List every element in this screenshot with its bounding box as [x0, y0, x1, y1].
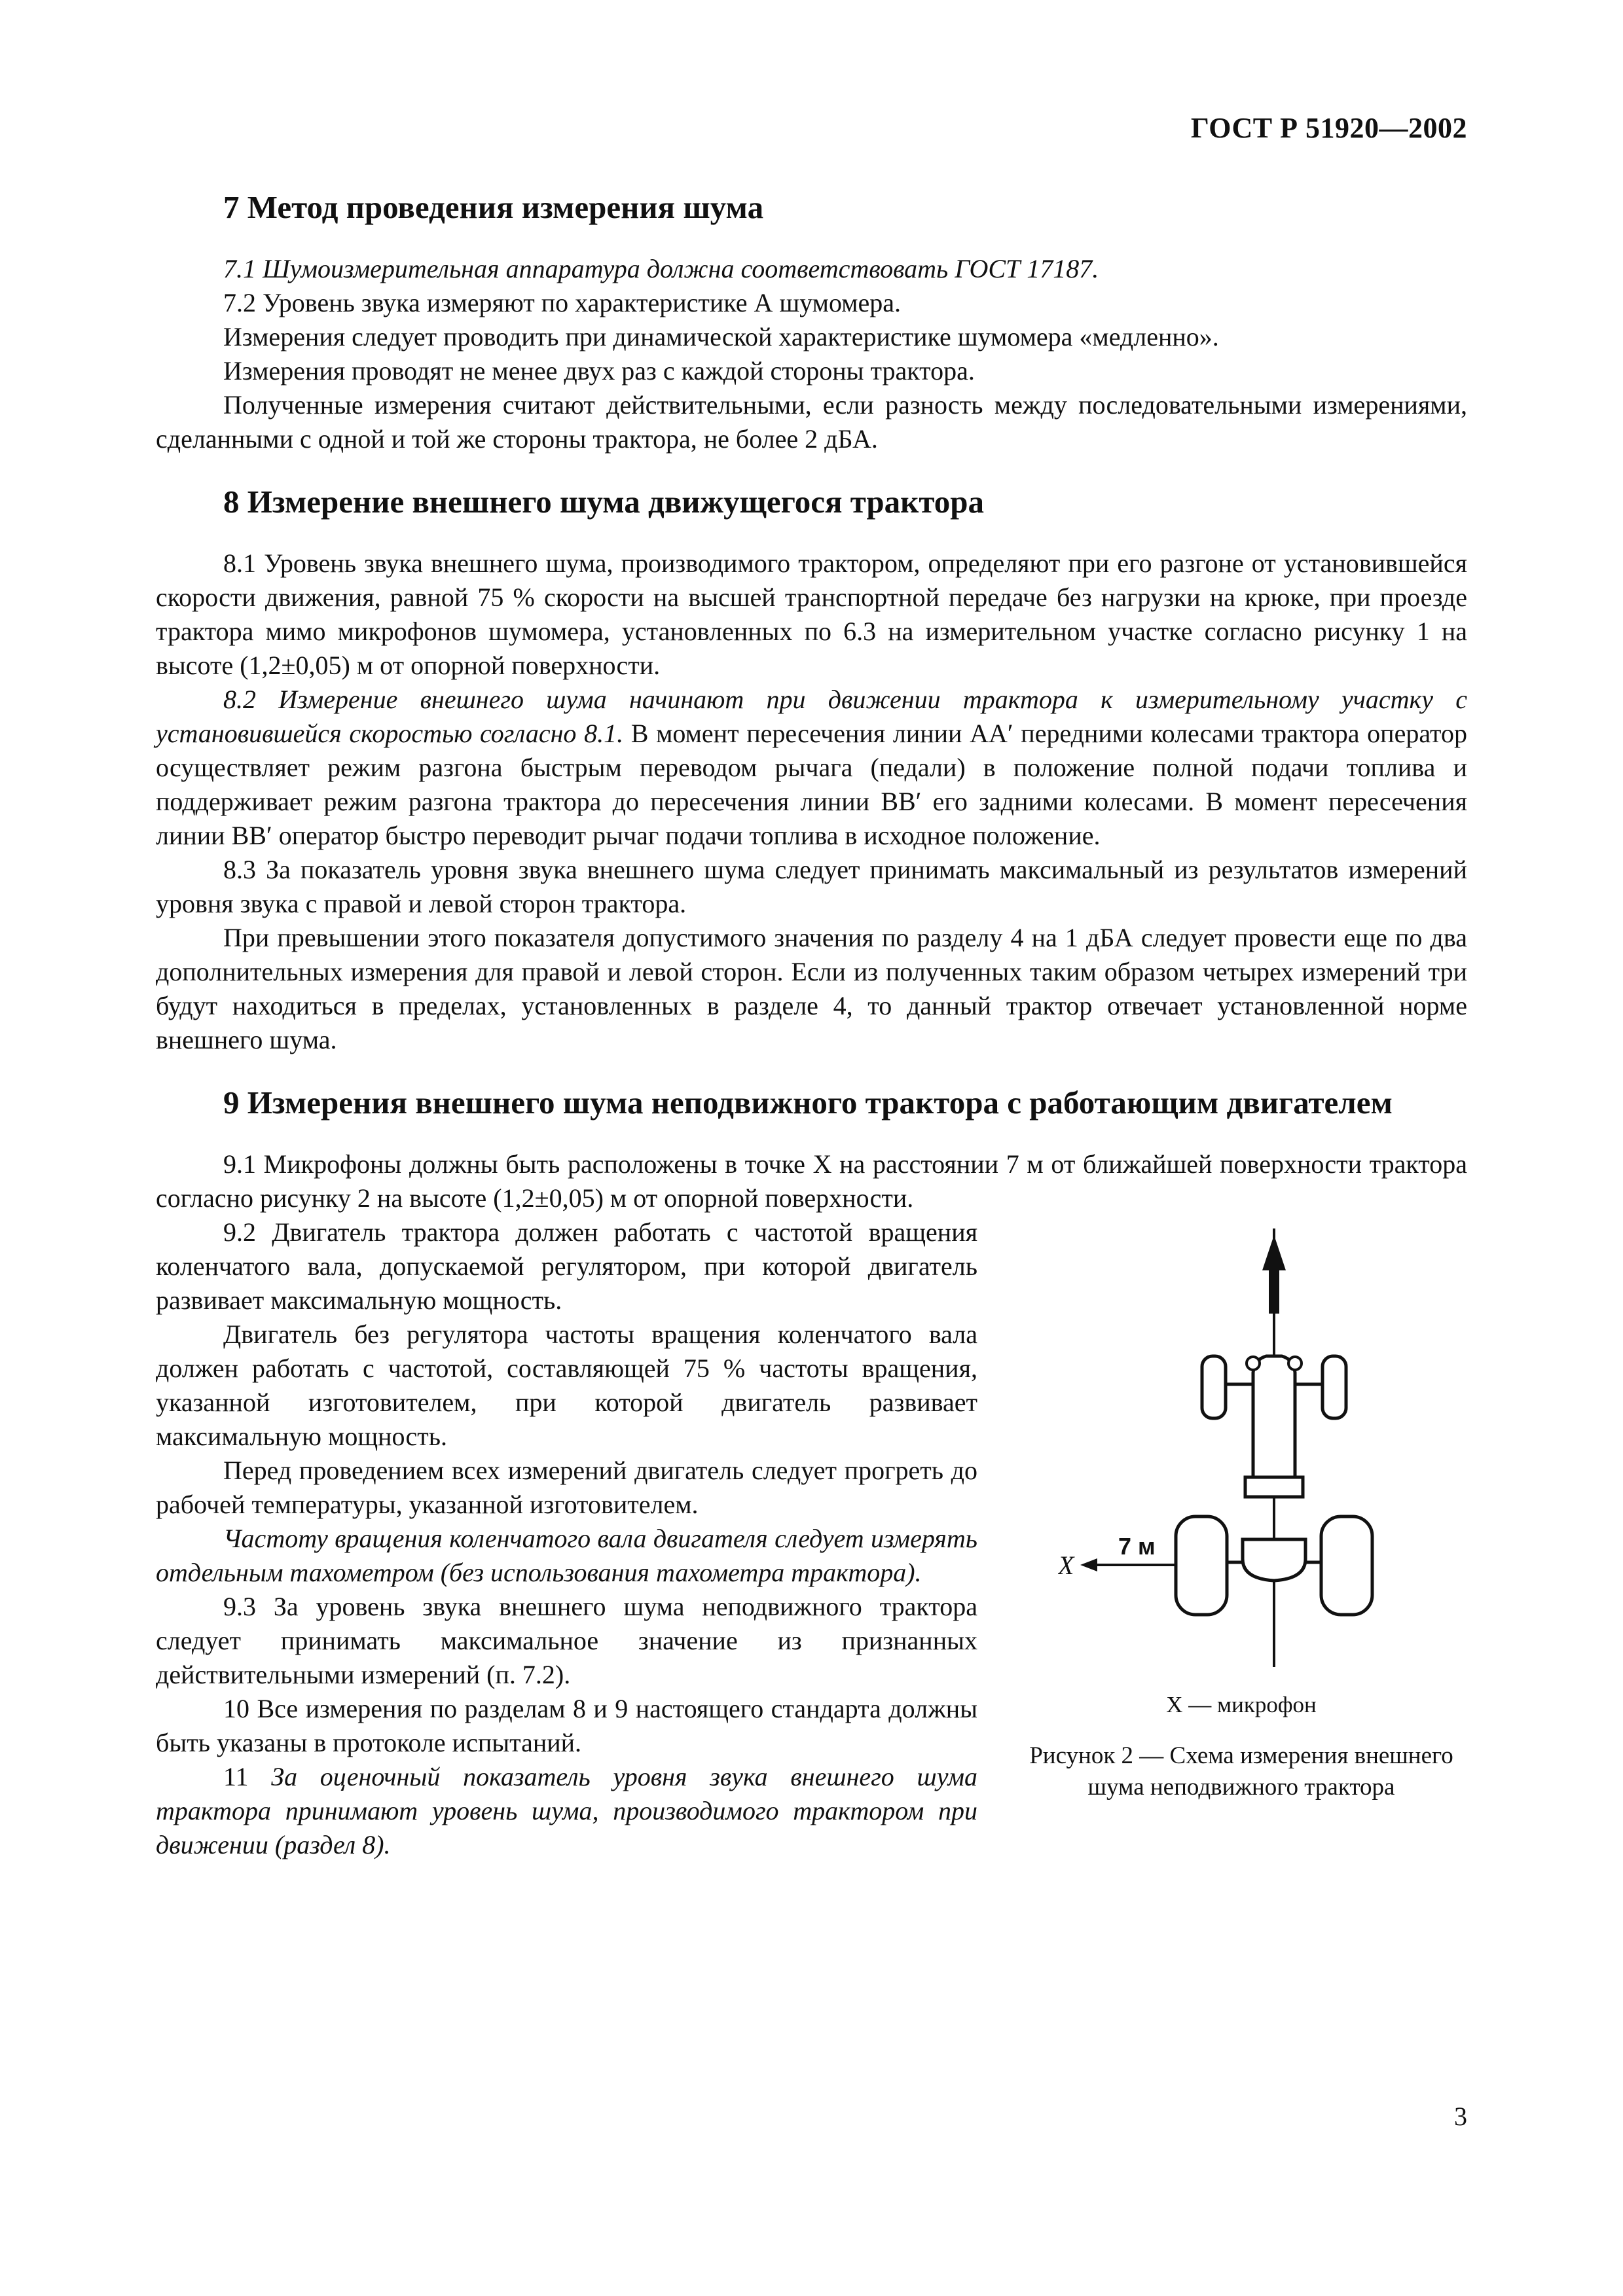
- section-7-p4: Измерения проводят не менее двух раз с каждой стороны трактора.: [223, 356, 975, 386]
- headlight-right: [1288, 1357, 1302, 1370]
- document-header: ГОСТ Р 51920—2002: [1190, 112, 1467, 144]
- section-8-title: 8 Измерение внешнего шума движущегося трактора: [223, 484, 985, 520]
- section-9-title: 9 Измерения внешнего шума неподвижного трактора с работающим двигателем: [223, 1085, 1393, 1121]
- rear-wheel-left: [1176, 1516, 1227, 1615]
- section-9-p1: 9.1 Микрофоны должны быть расположены в точке X на расстоянии 7 м от ближайшей поверхности трактора согласно рисунку 2 на высоте (1,2±0,05) м от опорной поверхности.: [156, 1149, 1467, 1213]
- section-9-p2: 9.2 Двигатель трактора должен работать с частотой вращения коленчатого вала, допускаемой регулятором, при которой двигатель развивает максимальную мощность.: [156, 1217, 977, 1315]
- front-wheel-right: [1322, 1356, 1346, 1418]
- section-7-title: 7 Метод проведения измерения шума: [223, 189, 764, 225]
- section-8-p1: 8.1 Уровень звука внешнего шума, производимого трактором, определяют при его разгоне от установившейся скорости движения, равной 75 % скорости на высшей транспортной передаче без нагрузки на крюке, при проезде трактора мимо микрофонов шумомера, установленных по 6.3 на измерительном участке согласно рисунку 1 на высоте (1,2±0,05) м от опорной поверхности.: [156, 548, 1467, 680]
- page-number: 3: [1454, 2102, 1467, 2131]
- section-11-italic: За оценочный показатель уровня звука внешнего шума трактора принимают уровень шума, производимого трактором при движении (раздел 8).: [156, 1762, 978, 1859]
- tractor-diagram: [1058, 1215, 1425, 1674]
- section-8-p2-rest: В момент пересечения линии АА′ передними колесами трактора оператор осуществляет режим разгона быстрым переводом рычага (педали) в положение полной подачи топлива и поддерживает режим разгона трактора до пересечения линии ВВ′ его задними колесами. В момент пересечения линии ВВ′ оператор быстро переводит рычаг подачи топлива в исходное положение.: [156, 719, 1467, 850]
- direction-arrow-head: [1262, 1235, 1286, 1270]
- distance-arrow-head: [1080, 1558, 1097, 1571]
- section-10-p: 10 Все измерения по разделам 8 и 9 настоящего стандарта должны быть указаны в протоколе испытаний.: [156, 1694, 977, 1757]
- headlight-left: [1247, 1357, 1260, 1370]
- section-8-p3: 8.3 За показатель уровня звука внешнего шума следует принимать максимальный из результатов измерений уровня звука с правой и левой сторон трактора.: [156, 855, 1467, 918]
- section-7-p3: Измерения следует проводить при динамической характеристике шумомера «медленно».: [223, 322, 1219, 351]
- tractor-diagram-svg: [1058, 1215, 1425, 1674]
- figure-2: [1015, 1215, 1467, 1862]
- section-7: [156, 187, 1467, 456]
- tractor-hood: [1253, 1356, 1295, 1477]
- section-9-p6: 9.3 За уровень звука внешнего шума неподвижного трактора следует принимать максимальное значение из признанных действительными измерений (п. 7.2).: [156, 1592, 977, 1689]
- section-7-p2: 7.2 Уровень звука измеряют по характеристике А шумомера.: [223, 288, 901, 317]
- section-9-text-column: [156, 1215, 977, 1862]
- section-8-p4: При превышении этого показателя допустимого значения по разделу 4 на 1 дБА следует провести еще по два дополнительных измерения для правой и левой сторон. Если из полученных таким образом четырех измерений три будут находиться в пределах, установленных в разделе 4, то данный трактор отвечает установленной норме внешнего шума.: [156, 923, 1467, 1054]
- document-body: [156, 187, 1467, 1862]
- figure-caption: Рисунок 2 — Схема измерения внешнего шума неподвижного трактора: [1029, 1742, 1453, 1801]
- section-11-number: 11: [223, 1762, 272, 1791]
- section-7-p5: Полученные измерения считают действительными, если разность между последовательными измерениями, сделанными с одной и той же стороны трактора, не более 2 дБА.: [156, 390, 1467, 454]
- section-8-p2: [156, 683, 1467, 853]
- rear-wheel-right: [1321, 1516, 1372, 1615]
- section-11-p: [156, 1760, 977, 1862]
- section-9-p3: Двигатель без регулятора частоты вращения коленчатого вала должен работать с частотой, составляющей 75 % частоты вращения, указанной изготовителем, при которой двигатель развивает максимальную мощность.: [156, 1319, 977, 1451]
- front-wheel-left: [1202, 1356, 1226, 1418]
- cabin-seat: [1243, 1539, 1305, 1581]
- distance-label: 7 м: [1118, 1533, 1156, 1560]
- section-9-columns: [156, 1215, 1467, 1862]
- section-8-p2-italic: 8.2 Измерение внешнего шума начинают при движении трактора к измерительному участку с установившейся скоростью согласно 8.1.: [156, 685, 1467, 748]
- section-9: [156, 1082, 1467, 1862]
- section-8: [156, 481, 1467, 1057]
- section-9-p4: Перед проведением всех измерений двигатель следует прогреть до рабочей температуры, указанной изготовителем.: [156, 1456, 977, 1519]
- figure-legend: X — микрофон: [1166, 1692, 1317, 1717]
- microphone-label: X: [1058, 1551, 1074, 1580]
- section-7-p1: 7.1 Шумоизмерительная аппаратура должна соответствовать ГОСТ 17187.: [223, 254, 1099, 283]
- section-9-p5: Частоту вращения коленчатого вала двигателя следует измерять отдельным тахометром (без использования тахометра трактора).: [156, 1524, 977, 1587]
- gearbox: [1245, 1477, 1303, 1497]
